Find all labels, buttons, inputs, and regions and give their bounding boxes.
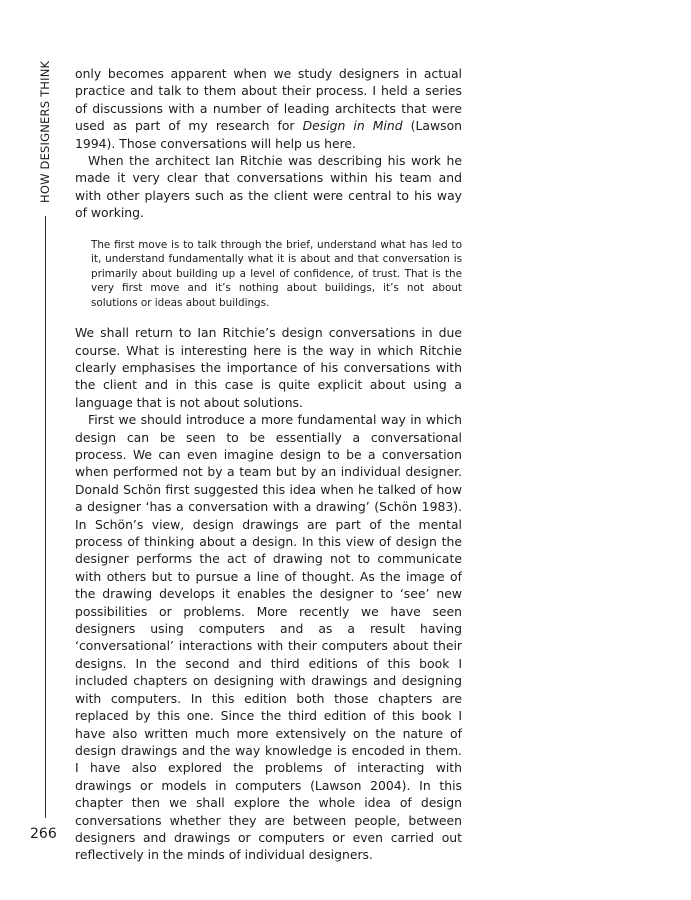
book-title: Design in Mind: [302, 118, 403, 134]
running-head: HOW DESIGNERS THINK: [38, 60, 52, 203]
paragraph-1-text: only becomes apparent when we study designers in actual practice and talk to them about their process. I held a series of discussions with a number of leading architects that were used as part of my research for: [75, 66, 462, 134]
body-text: [75, 65, 462, 864]
paragraph-1-text-end: (Lawson 1994). Those conversations will help us here.: [75, 118, 463, 151]
paragraph-4: First we should introduce a more fundamental way in which design can be seen to be essentially a conversational process. We can even imagine design to be a conversation when performed not by a team but by an individual designer. Donald Schön first suggested this idea when he talked of how a designer ‘has a conversation with a drawing’ (Schön 1983). In Schön’s view, design drawings are part of the mental process of thinking about a design. In this view of design the designer performs the act of drawing not to communicate with others but to pursue a line of thought. As the image of the drawing develops it enables the designer to ‘see’ new possibilities or problems. More recently we have seen designers using computers and as a result having ‘conversational’ interactions with their computers about their designs. In the second and third editions of this book I included chapters on designing with drawings and designing with computers. In this edition both those chapters are replaced by this one. Since the third edition of this book I have also written much more extensively on the nature of design drawings and the way knowledge is encoded in them. I have also explored the problems of interacting with drawings or models in computers (Lawson 2004). In this chapter then we shall explore the whole idea of design conversations whether they are between people, between designers and drawings or computers or even carried out reflectively in the minds of individual designers.: [75, 412, 462, 863]
margin-rule: [45, 216, 46, 818]
block-quote: The first move is to talk through the brief, understand what has led to it, understand fundamentally what it is about and that conversation is primarily about building up a level of confidence, of trust. That is the very first move and it’s nothing about buildings, it’s not about solutions or ideas about buildings.: [91, 238, 462, 309]
page-number: 266: [30, 826, 57, 842]
paragraph-3: We shall return to Ian Ritchie’s design conversations in due course. What is interesting here is the way in which Ritchie clearly emphasises the importance of his conversations with the client and in this case is quite explicit about using a language that is not about solutions.: [75, 325, 462, 410]
paragraph-1: [75, 65, 462, 152]
paragraph-2: When the architect Ian Ritchie was describing his work he made it very clear that conversations within his team and with other players such as the client were central to his way of working.: [75, 153, 462, 221]
